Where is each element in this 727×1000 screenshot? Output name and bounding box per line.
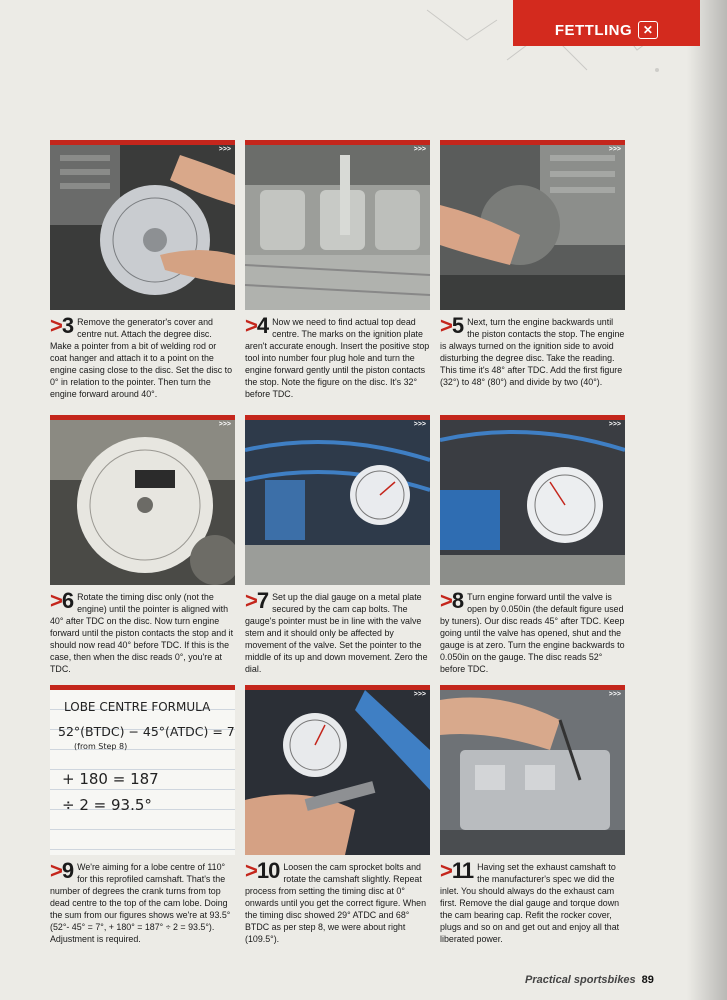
step-number: >5 (440, 313, 464, 338)
step-number: >11 (440, 858, 474, 883)
cylinder-head-image (245, 145, 430, 310)
page-footer (525, 974, 654, 986)
cam-sprocket-image (245, 690, 430, 855)
photo-marker: >>> (218, 421, 231, 428)
step-6 (50, 415, 235, 675)
step-5 (440, 140, 625, 388)
magazine-name: Practical sportsbikes (525, 974, 636, 986)
step-7 (245, 415, 430, 675)
dial-gauge-setup-image (245, 420, 430, 585)
step-number: >3 (50, 313, 74, 338)
photo-marker: >>> (218, 146, 231, 153)
step-10-photo (245, 685, 430, 855)
formula-title: LOBE CENTRE FORMULA (64, 700, 211, 714)
step-number: >10 (245, 858, 280, 883)
step-10-text: >10 Loosen the cam sprocket bolts and rotate the camshaft slightly. Repeat process from setting the timing disc at 0° onwards until you get the correct figure. When the timing disc showed 29° ATDC and 68° BTDC as per step 8, we were about right (109.5°). (245, 858, 427, 945)
step-7-photo (245, 415, 430, 585)
step-9 (50, 685, 235, 945)
step-6-text: >6 Rotate the timing disc only (not the engine) until the pointer is aligned with 40° after TDC on the disc. Now turn engine forward until the piston contacts the stop and it should now read 40° before TDC. If this is the case, then when the disc reads 0°, you're at TDC. (50, 588, 234, 675)
step-11-text: >11 Having set the exhaust camshaft to the manufacturer's spec we did the inlet. You should always do the exhaust cam first. Remove the dial gauge and torque down the cam bearing cap. Refit the rocker cover, plugs and so on and get out and enjoy all that liberated power. (440, 858, 620, 945)
photo-marker: >>> (413, 146, 426, 153)
spanner-icon: ✕ (638, 21, 658, 39)
step-4-text: >4 Now we need to find actual top dead centre. The marks on the ignition plate aren't accurate enough. Insert the positive stop tool into number four plug hole and turn the engine forward gently until the piston contacts the stop. Note the figure on the disc. It's 32° before TDC. (245, 313, 430, 400)
generator-degree-disc-image (50, 145, 235, 310)
step-3-photo (50, 140, 235, 310)
step-5-photo (440, 140, 625, 310)
photo-marker: >>> (413, 691, 426, 698)
formula-line-2: + 180 = 187 (62, 770, 159, 788)
photo-marker: >>> (608, 421, 621, 428)
step-3-text: >3 Remove the generator's cover and centre nut. Attach the degree disc. Make a pointer from a bit of welding rod or coat hanger and attach it to a point on the engine casing close to the disc. Set the disc to 0° in relation to the pointer. Then turn the engine forward around 40°. (50, 313, 233, 400)
page-edge-shadow (687, 0, 727, 1000)
lobe-centre-formula-notes (50, 690, 235, 855)
formula-line-3: ÷ 2 = 93.5° (62, 796, 152, 814)
section-tab (513, 0, 700, 46)
cam-bearing-cap-image (440, 690, 625, 855)
engine-turning-image (440, 145, 625, 310)
step-10 (245, 685, 430, 945)
step-11-photo (440, 685, 625, 855)
step-number: >8 (440, 588, 464, 613)
formula-note: (from Step 8) (74, 742, 128, 751)
step-9-text: >9 We're aiming for a lobe centre of 110° for this reprofiled camshaft. That's the number of degrees the crank turns from top dead centre to the top of the cam lobe. Doing the sum from our figures shows we're at 93.5° (52°- 45° = 7°, + 180° = 187° ÷ 2 = 93.5°). Adjustment is required. (50, 858, 231, 945)
step-7-text: >7 Set up the dial gauge on a metal plate secured by the cam cap bolts. The gauge's pointer must be in line with the valve stem and it should only be affected by movement of the valve. Set the pointer to the middle of its up and down movement. Zero the dial. (245, 588, 428, 675)
step-11 (440, 685, 625, 945)
section-title: FETTLING (554, 21, 633, 39)
step-9-notebook (50, 685, 235, 855)
valve-gauge-image (440, 420, 625, 585)
step-4-photo (245, 140, 430, 310)
timing-disc-image (50, 420, 235, 585)
photo-marker: >>> (608, 146, 621, 153)
step-8-text: >8 Turn engine forward until the valve is open by 0.050in (the default figure used by tuners). Our disc reads 45° after TDC. Keep going until the valve has opened, shut and the gauge is at zero. Turn the engine backwards to 0.050in on the gauge. The disc reads 52° before TDC. (440, 588, 625, 675)
step-8-photo (440, 415, 625, 585)
formula-line-1: 52°(BTDC) − 45°(ATDC) = 7 (58, 724, 235, 739)
photo-marker: >>> (608, 691, 621, 698)
photo-marker: >>> (413, 421, 426, 428)
step-6-photo (50, 415, 235, 585)
step-3 (50, 140, 235, 400)
step-8 (440, 415, 625, 675)
step-number: >4 (245, 313, 269, 338)
step-number: >9 (50, 858, 74, 883)
step-4 (245, 140, 430, 400)
page-number: 89 (641, 974, 654, 986)
step-number: >6 (50, 588, 74, 613)
step-5-text: >5 Next, turn the engine backwards until the piston contacts the stop. The engine is always turned on the ignition side to avoid disturbing the degree disc. Take the reading. This time it's 48° after TDC. Add the first figure (32°) to 48° (80°) and divide by two (40°). (440, 313, 625, 388)
step-number: >7 (245, 588, 269, 613)
